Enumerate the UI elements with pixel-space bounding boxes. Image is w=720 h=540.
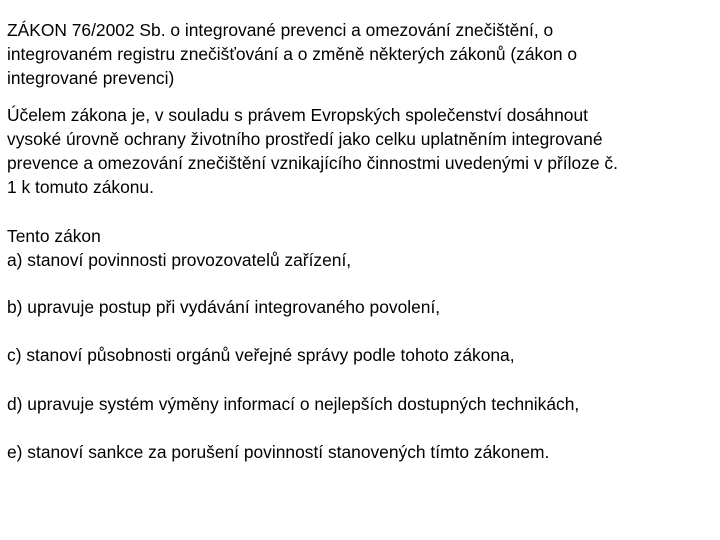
- scope-item-b: [7, 295, 440, 319]
- purpose-line: 1 k tomuto zákonu.: [7, 177, 154, 197]
- scope-item-e: [7, 440, 549, 464]
- scope-item-text: e) stanoví sankce za porušení povinností stanovených tímto zákonem.: [7, 442, 550, 462]
- law-title-line: ZÁKON 76/2002 Sb. o integrované prevenci a omezování znečištění, o: [7, 20, 554, 40]
- scope-item-text: b) upravuje postup při vydávání integrovaného povolení,: [7, 297, 441, 317]
- purpose-line: prevence a omezování znečištění vznikajícího činnostmi uvedenými v příloze č.: [7, 153, 618, 173]
- scope-item-text: c) stanoví působnosti orgánů veřejné správy podle tohoto zákona,: [7, 345, 515, 365]
- law-title: [7, 18, 577, 90]
- purpose-line: Účelem zákona je, v souladu s právem Evropských společenství dosáhnout: [7, 105, 588, 125]
- law-title-line: integrovaném registru znečišťování a o změně některých zákonů (zákon o: [7, 44, 578, 64]
- scope-intro: [7, 224, 351, 272]
- law-title-line: integrované prevenci): [7, 68, 175, 88]
- scope-item-a: a) stanoví povinnosti provozovatelů zařízení,: [7, 250, 352, 270]
- purpose-paragraph: [7, 103, 618, 199]
- scope-item-text: d) upravuje systém výměny informací o nejlepších dostupných technikách,: [7, 394, 580, 414]
- scope-item-c: [7, 343, 515, 367]
- purpose-line: vysoké úrovně ochrany životního prostředí jako celku uplatněním integrované: [7, 129, 603, 149]
- scope-item-d: [7, 392, 579, 416]
- scope-lead: Tento zákon: [7, 226, 101, 246]
